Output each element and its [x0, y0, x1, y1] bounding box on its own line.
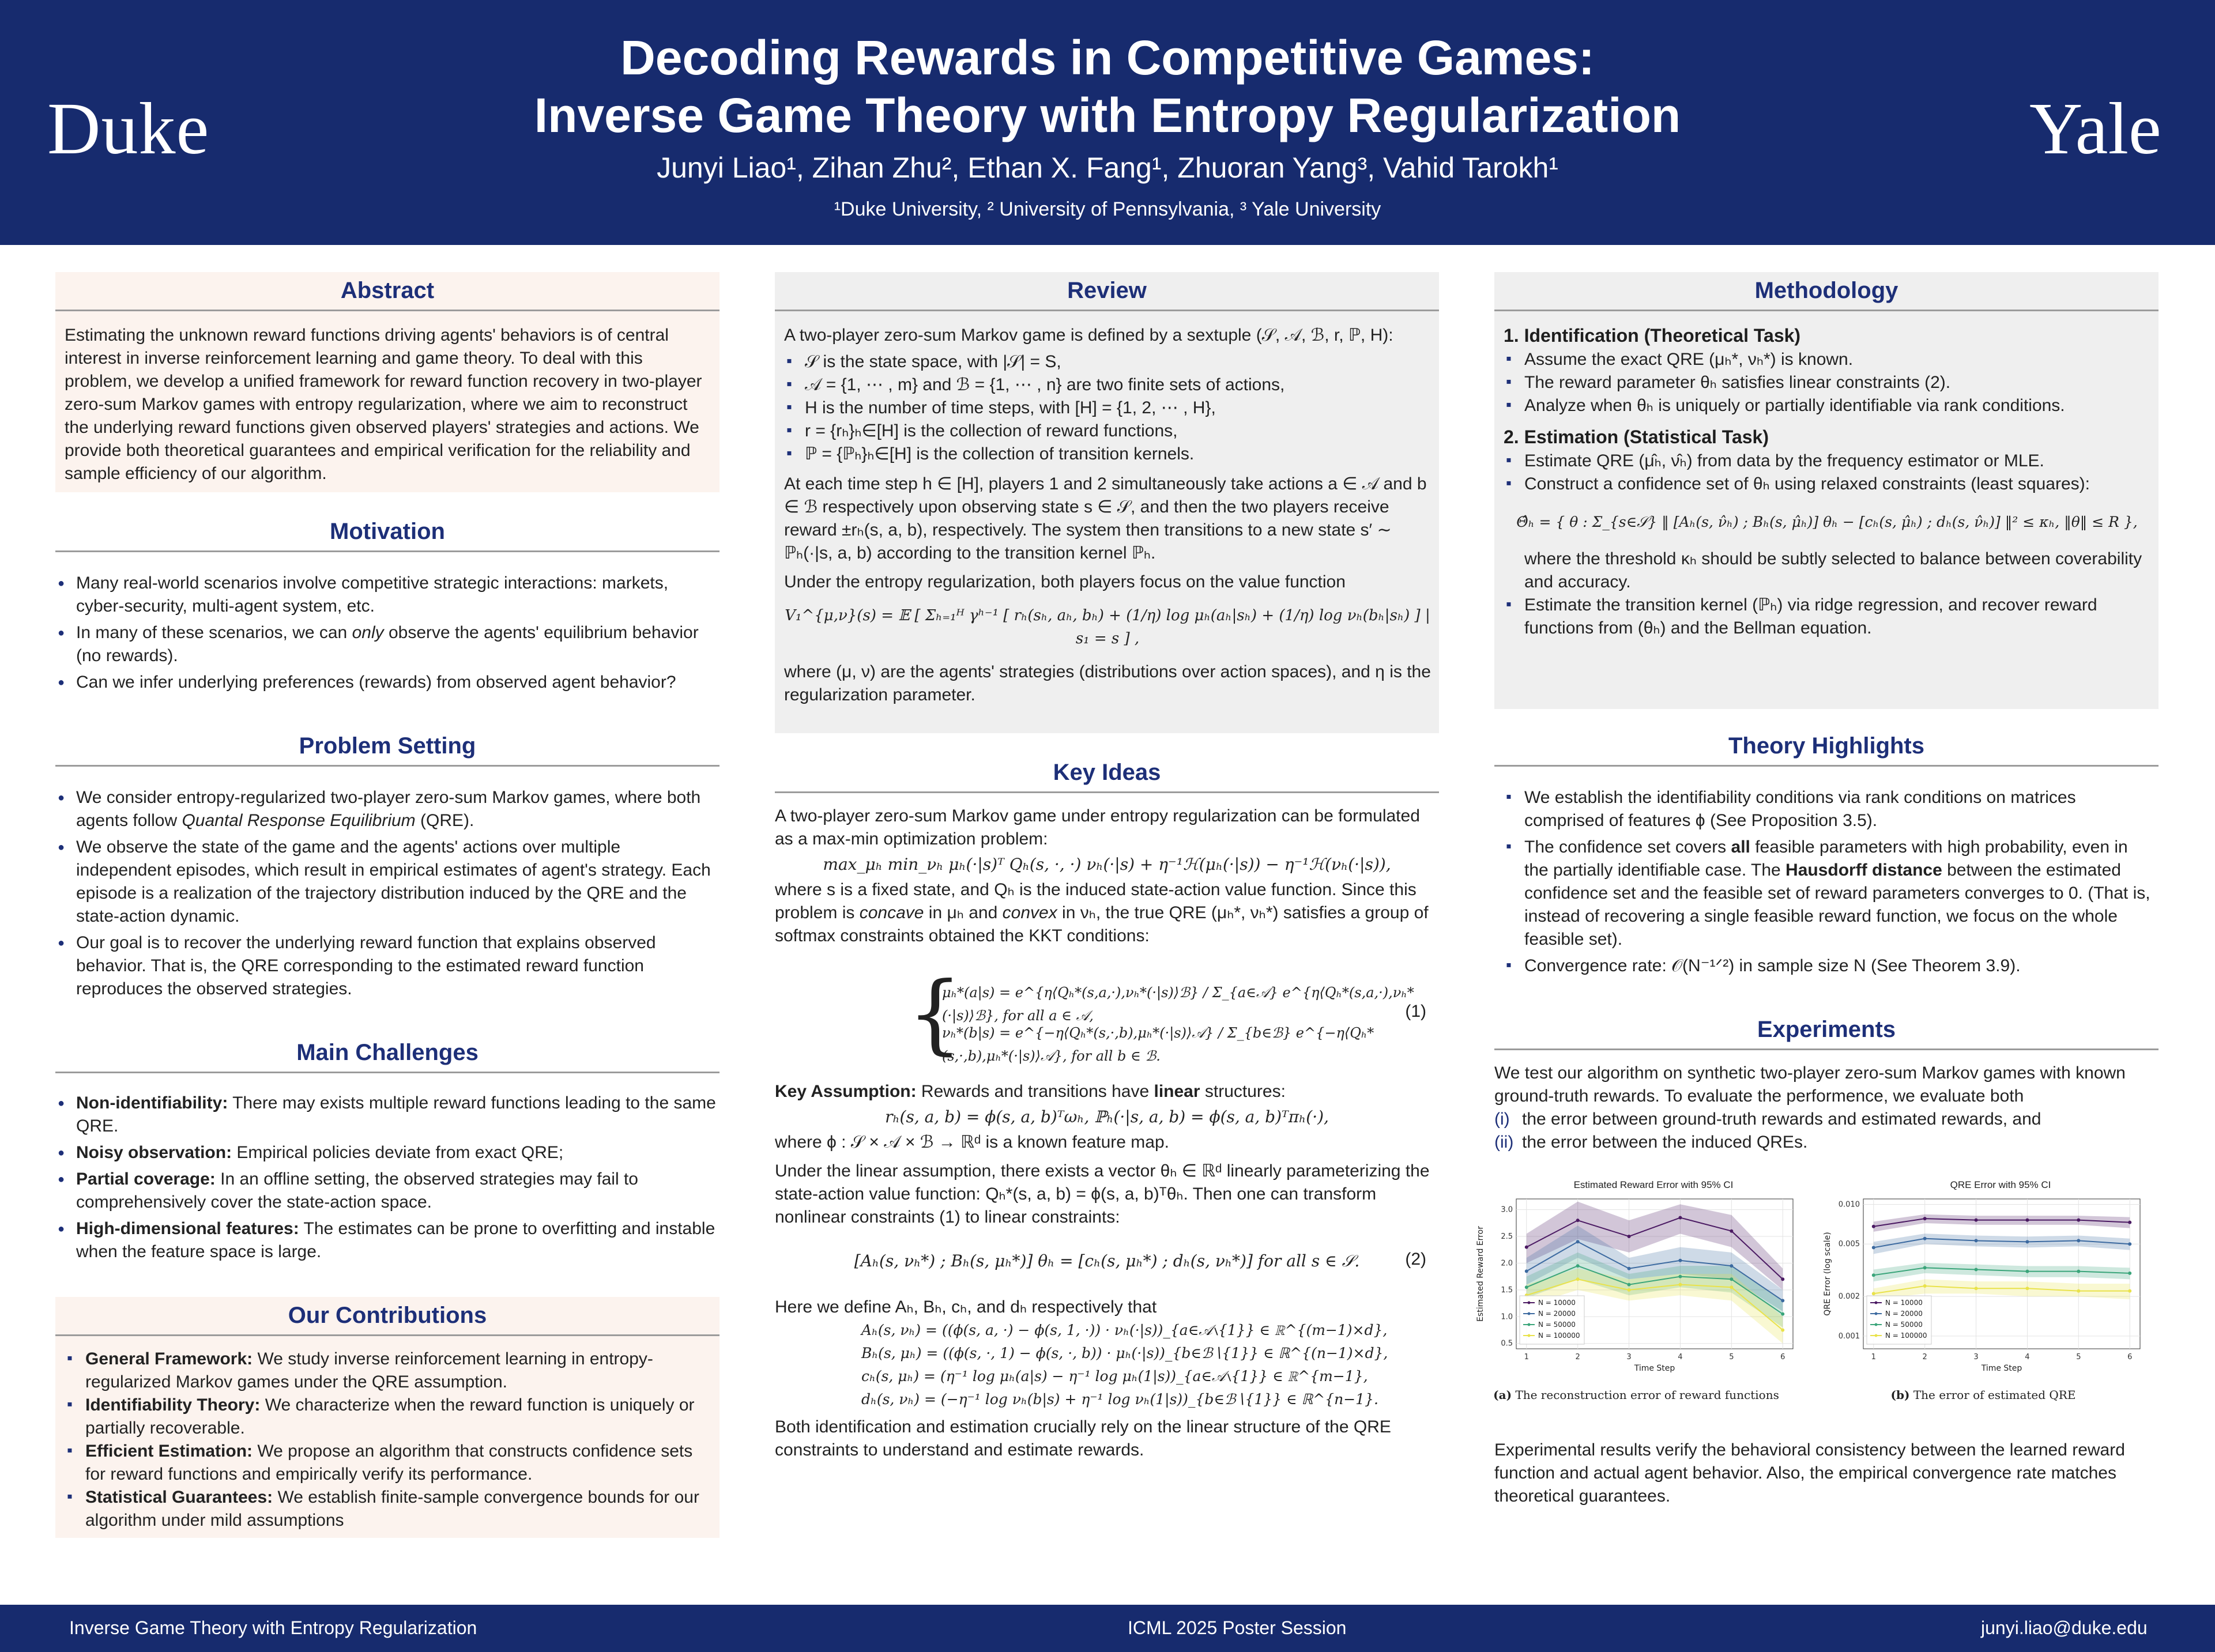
- footer-email: junyi.liao@duke.edu: [1981, 1617, 2148, 1638]
- data-point: [1730, 1277, 1733, 1281]
- figure-caption-a: (a) The reconstruction error of reward functions: [1493, 1388, 1779, 1402]
- data-point: [1525, 1246, 1528, 1249]
- data-point: [2077, 1219, 2080, 1222]
- motivation-list: [55, 572, 718, 697]
- list-item: ▪ 𝒮 is the state space, with |𝒮| = S,: [784, 350, 1431, 374]
- data-point: [1923, 1237, 1927, 1240]
- x-tick-label: 6: [2127, 1353, 2133, 1361]
- list-item: (i) the error between ground-truth rewards and estimated rewards, and: [1494, 1110, 2041, 1129]
- data-point: [1923, 1284, 1927, 1288]
- key-ideas-conclusion: Both identification and estimation crucially rely on the linear structure of the QRE constraints to understand and estimate rewards.: [775, 1417, 1391, 1459]
- footer-title: Inverse Game Theory with Entropy Regularization: [69, 1617, 477, 1638]
- x-tick-label: 4: [1678, 1353, 1683, 1361]
- data-point: [2025, 1270, 2029, 1273]
- problem-setting-title: Problem Setting: [55, 733, 720, 767]
- y-tick-label: 0.5: [1501, 1339, 1513, 1348]
- list-item: ▪ Efficient Estimation: We propose an algorithm that constructs confidence sets for reward functions and empirically verify its performance.: [65, 1440, 716, 1486]
- data-point: [2077, 1270, 2080, 1273]
- def-A: Aₕ(s, νₕ) = ((ϕ(s, a, ·) − ϕ(s, 1, ·)) · νₕ(·|s))_{a∈𝒜∖{1}} ∈ ℝ^{(m−1)×d},: [861, 1322, 1388, 1338]
- x-tick-label: 3: [1973, 1353, 1979, 1361]
- affiliations: ¹Duke University, ² University of Pennsylvania, ³ Yale University: [834, 198, 1381, 220]
- chart-title: QRE Error with 95% CI: [1950, 1179, 2051, 1190]
- x-axis-label: Time Step: [1981, 1364, 2022, 1373]
- reward-error-plot: [1469, 1195, 1803, 1391]
- data-point: [1628, 1267, 1631, 1270]
- footer-venue: ICML 2025 Poster Session: [1128, 1617, 1347, 1638]
- data-point: [1678, 1283, 1682, 1287]
- maxmin-equation: max_μₕ min_νₕ μₕ(·|s)ᵀ Qₕ(s, ·, ·) νₕ(·|s) + η⁻¹ℋ(μₕ(·|s)) − η⁻¹ℋ(νₕ(·|s)),: [823, 855, 1391, 874]
- legend-marker: [1875, 1334, 1878, 1337]
- x-tick-label: 6: [1780, 1353, 1785, 1361]
- poster-title-line-1: Decoding Rewards in Competitive Games:: [620, 31, 1595, 85]
- poster-header: [0, 0, 2215, 245]
- challenges-list: [55, 1092, 718, 1267]
- key-assumption: Key Assumption: Rewards and transitions have linear structures:: [775, 1082, 1286, 1101]
- yale-logo: Yale: [2029, 88, 2161, 169]
- key-ideas-kkt-text: where s is a fixed state, and Qₕ is the induced state-action value function. Since this problem is concave in μₕ and convex in νₕ, the true QRE (μₕ*, νₕ*) satisfies a group of softmax constraints obtained the KKT conditions:: [775, 880, 1429, 945]
- data-point: [1781, 1312, 1784, 1316]
- list-item: ● Noisy observation: Empirical policies deviate from exact QRE;: [55, 1141, 718, 1164]
- experiments-conclusion: Experimental results verify the behavioral consistency between the learned reward function and actual agent behavior. Also, the empirical convergence rate matches theoretical guarantees.: [1494, 1440, 2125, 1506]
- review-value-intro: Under the entropy regularization, both players focus on the value function: [784, 572, 1346, 591]
- motivation-title: Motivation: [55, 519, 720, 552]
- list-item: ▪ Assume the exact QRE (μₕ*, νₕ*) is known.: [1504, 348, 2150, 371]
- y-tick-label: 2.5: [1501, 1232, 1513, 1241]
- x-tick-label: 2: [1575, 1353, 1580, 1361]
- data-point: [1730, 1264, 1733, 1268]
- legend-label: N = 20000: [1885, 1310, 1923, 1318]
- chart-title: Estimated Reward Error with 95% CI: [1573, 1179, 1734, 1190]
- x-tick-label: 1: [1871, 1353, 1876, 1361]
- list-item: ▪ We establish the identifiability conditions via rank conditions on matrices comprised of features ϕ (See Proposition 3.5).: [1504, 786, 2155, 832]
- list-item: ▪ Statistical Guarantees: We establish finite-sample convergence bounds for our algorithm under mild assumptions: [65, 1486, 716, 1532]
- linear-constraint-block: [775, 1232, 1439, 1292]
- list-item: ● Many real-world scenarios involve competitive strategic interactions: markets, cyber-security, multi-agent system, etc.: [55, 572, 718, 618]
- list-item: ▪ Convergence rate: 𝒪(N⁻¹ᐟ²) in sample size N (See Theorem 3.9).: [1504, 955, 2155, 978]
- data-point: [2128, 1221, 2131, 1224]
- data-point: [1781, 1329, 1784, 1332]
- kkt-mu-equation: μₕ*(a|s) = e^{η⟨Qₕ*(s,a,·),νₕ*(·|s)⟩ℬ} / Σ_{a∈𝒜} e^{η⟨Qₕ*(s,a,·),νₕ*(·|s)⟩ℬ}, for all a ∈ 𝒜,: [942, 985, 1414, 1024]
- legend-marker: [1528, 1334, 1531, 1337]
- data-point: [1975, 1219, 1978, 1222]
- y-tick-label: 1.0: [1501, 1312, 1513, 1322]
- key-ideas-title: Key Ideas: [775, 760, 1439, 793]
- list-item: ▪ r = {rₕ}ₕ∈[H] is the collection of reward functions,: [784, 420, 1431, 443]
- definitions-intro: Here we define Aₕ, Bₕ, cₕ, and dₕ respectively that: [775, 1298, 1157, 1317]
- data-point: [1525, 1285, 1528, 1289]
- problem-setting-list: [55, 786, 718, 1004]
- data-point: [1576, 1219, 1580, 1222]
- list-item: ▪ ℙ = {ℙₕ}ₕ∈[H] is the collection of transition kernels.: [784, 443, 1431, 466]
- list-item: ▪ 𝒜 = {1, ⋯ , m} and ℬ = {1, ⋯ , n} are two finite sets of actions,: [784, 374, 1431, 397]
- data-point: [2128, 1242, 2131, 1246]
- data-point: [1872, 1225, 1875, 1228]
- legend-label: N = 100000: [1885, 1332, 1927, 1340]
- y-tick-label: 0.002: [1838, 1292, 1860, 1302]
- methodology-title: Methodology: [1494, 278, 2159, 311]
- data-point: [2025, 1219, 2029, 1222]
- data-point: [2128, 1272, 2131, 1275]
- data-point: [2128, 1289, 2131, 1293]
- key-ideas-intro: A two-player zero-sum Markov game under entropy regularization can be formulated as a max-min optimization problem:: [775, 806, 1420, 848]
- review-intro: A two-player zero-sum Markov game is defined by a sextuple (𝒮, 𝒜, ℬ, r, ℙ, H):: [784, 326, 1393, 345]
- definitions-block: [775, 1319, 1439, 1411]
- y-tick-label: 2.0: [1501, 1259, 1513, 1268]
- left-brace: {: [907, 964, 963, 1064]
- data-point: [1576, 1264, 1580, 1268]
- data-point: [1730, 1229, 1733, 1233]
- list-item: ▪ The confidence set covers all feasible parameters with high probability, even in the partially identifiable case. The Hausdorff distance between the estimated confidence set and the feasible set of reward parameters converges to 0. (That is, instead of recovering a single feasible reward function, we focus on the whole feasible set).: [1504, 836, 2155, 951]
- theory-list: [1504, 786, 2155, 981]
- list-item: ▪ H is the number of time steps, with [H] = {1, 2, ⋯ , H},: [784, 397, 1431, 420]
- figure-caption-b: (b) The error of estimated QRE: [1890, 1388, 2076, 1402]
- data-point: [2077, 1239, 2080, 1242]
- duke-logo: Duke: [47, 88, 210, 169]
- data-point: [1678, 1275, 1682, 1278]
- y-tick-label: 0.010: [1838, 1200, 1860, 1209]
- list-item: (ii) the error between the induced QREs.: [1494, 1133, 1808, 1152]
- equation-number-2: (2): [1405, 1250, 1426, 1269]
- def-B: Bₕ(s, μₕ) = ((ϕ(s, ·, 1) − ϕ(s, ·, b)) · μₕ(·|s))_{b∈ℬ∖{1}} ∈ ℝ^{(n−1)×d},: [861, 1345, 1388, 1361]
- y-tick-label: 3.0: [1501, 1205, 1513, 1215]
- theory-title: Theory Highlights: [1494, 733, 2159, 767]
- contributions-list: [65, 1348, 716, 1532]
- qre-error-plot: [1816, 1195, 2150, 1391]
- reward-error-chart: [1469, 1179, 1803, 1393]
- data-point: [1923, 1217, 1927, 1220]
- list-item: ▪ Estimate the transition kernel (ℙₕ) via ridge regression, and recover reward functions from (θₕ) and the Bellman equation.: [1504, 594, 2150, 640]
- data-point: [1678, 1216, 1682, 1220]
- equation-number-1: (1): [1405, 1002, 1426, 1021]
- threshold-text: where the threshold κₕ should be subtly selected to balance between coverability and accuracy.: [1524, 549, 2142, 591]
- legend-label: N = 10000: [1885, 1299, 1923, 1307]
- review-dynamics: At each time step h ∈ [H], players 1 and 2 simultaneously take actions a ∈ 𝒜 and b ∈ ℬ respectively upon observing state s ∈ 𝒮, and then the two players receive reward ±rₕ(s, a, b), respectively. The system then transitions to a new state s′ ∼ ℙₕ(·|s, a, b) according to the transition kernel ℙₕ.: [784, 474, 1427, 563]
- data-point: [1576, 1277, 1580, 1281]
- legend-label: N = 100000: [1538, 1332, 1580, 1340]
- data-point: [2077, 1289, 2080, 1293]
- experiments-intro: We test our algorithm on synthetic two-player zero-sum Markov games with known ground-truth rewards. To evaluate the performence, we evaluate both: [1494, 1063, 2126, 1106]
- y-tick-label: 0.005: [1838, 1240, 1860, 1249]
- legend-marker: [1528, 1312, 1531, 1315]
- data-point: [1678, 1259, 1682, 1262]
- list-item: ▪ Identifiability Theory: We characterize when the reward function is uniquely or partially recoverable.: [65, 1394, 716, 1440]
- data-point: [1781, 1299, 1784, 1302]
- y-axis-label: Estimated Reward Error: [1476, 1226, 1485, 1322]
- data-point: [1628, 1235, 1631, 1238]
- data-point: [1872, 1273, 1875, 1277]
- list-item: ▪ General Framework: We study inverse reinforcement learning in entropy-regularized Markov games under the QRE assumption.: [65, 1348, 716, 1394]
- data-point: [1781, 1277, 1784, 1281]
- legend-label: N = 20000: [1538, 1310, 1576, 1318]
- kkt-nu-equation: νₕ*(b|s) = e^{−η⟨Qₕ*(s,·,b),μₕ*(·|s)⟩𝒜} / Σ_{b∈ℬ} e^{−η⟨Qₕ*(s,·,b),μₕ*(·|s)⟩𝒜}, for all b ∈ ℬ.: [942, 1025, 1374, 1064]
- data-point: [1975, 1239, 1978, 1242]
- list-item: ▪ Construct a confidence set of θₕ using relaxed constraints (least squares):: [1504, 473, 2150, 496]
- x-tick-label: 4: [2025, 1353, 2030, 1361]
- data-point: [1872, 1292, 1875, 1295]
- authors: Junyi Liao¹, Zihan Zhu², Ethan X. Fang¹, Zhuoran Yang³, Vahid Tarokh¹: [657, 152, 1558, 184]
- list-item: ● We consider entropy-regularized two-player zero-sum Markov games, where both agents follow Quantal Response Equilibrium (QRE).: [55, 786, 718, 832]
- abstract-title: Abstract: [55, 278, 720, 311]
- y-axis-label: QRE Error (log scale): [1823, 1232, 1832, 1316]
- linear-structure-equation: rₕ(s, a, b) = ϕ(s, a, b)ᵀωₕ, ℙₕ(·|s, a, b) = ϕ(s, a, b)ᵀπₕ(·),: [885, 1107, 1329, 1126]
- experiments-title: Experiments: [1494, 1017, 2159, 1050]
- experiments-intro-block: [1494, 1062, 2159, 1154]
- data-point: [1628, 1288, 1631, 1292]
- data-point: [1628, 1283, 1631, 1287]
- data-point: [1730, 1285, 1733, 1289]
- x-tick-label: 1: [1524, 1353, 1529, 1361]
- list-item: ▪ The reward parameter θₕ satisfies linear constraints (2).: [1504, 371, 2150, 394]
- legend-marker: [1875, 1323, 1878, 1326]
- poster-footer: [0, 1605, 2215, 1652]
- list-item: ▪ Analyze when θₕ is uniquely or partially identifiable via rank conditions.: [1504, 394, 2150, 417]
- data-point: [1525, 1269, 1528, 1273]
- poster-title-line-2: Inverse Game Theory with Entropy Regularization: [534, 88, 1681, 142]
- x-tick-label: 5: [1729, 1353, 1734, 1361]
- def-d: dₕ(s, νₕ) = (−η⁻¹ log νₕ(b|s) + η⁻¹ log νₕ(1|s))_{b∈ℬ∖{1}} ∈ ℝ^{n−1}.: [861, 1391, 1378, 1408]
- review-strategies: where (μ, ν) are the agents' strategies (distributions over action spaces), and η is the regularization parameter.: [784, 662, 1431, 704]
- kkt-equation-block: [775, 964, 1439, 1064]
- list-item: ● In many of these scenarios, we can only observe the agents' equilibrium behavior (no rewards).: [55, 621, 718, 667]
- value-function-equation: V₁^{μ,ν}(s) = 𝔼 [ Σₕ₌₁ᴴ γʰ⁻¹ [ rₕ(sₕ, aₕ, bₕ) + (1/η) log μₕ(aₕ|sₕ) + (1/η) log νₕ(bₕ|sₕ) ] | s₁ = s ] ,: [785, 607, 1430, 647]
- x-tick-label: 2: [1922, 1353, 1927, 1361]
- y-tick-label: 1.5: [1501, 1285, 1513, 1295]
- x-tick-label: 3: [1626, 1353, 1632, 1361]
- list-item: ▪ Estimate QRE (μ̂ₕ, ν̂ₕ) from data by the frequency estimator or MLE.: [1504, 450, 2150, 473]
- data-point: [2025, 1240, 2029, 1243]
- legend-marker: [1528, 1302, 1531, 1304]
- legend-label: N = 50000: [1538, 1321, 1576, 1329]
- x-tick-label: 5: [2076, 1353, 2081, 1361]
- list-item: ● Partial coverage: In an offline setting, the observed strategies may fail to comprehensively cover the state-action space.: [55, 1168, 718, 1214]
- legend-marker: [1528, 1323, 1531, 1326]
- x-axis-label: Time Step: [1634, 1364, 1675, 1373]
- review-content: [784, 324, 1431, 707]
- identification-heading: 1. Identification (Theoretical Task): [1504, 325, 1801, 346]
- list-item: ● High-dimensional features: The estimates can be prone to overfitting and instable when the feature space is large.: [55, 1217, 718, 1263]
- linear-param-text: Under the linear assumption, there exists a vector θₕ ∈ ℝᵈ linearly parameterizing the state-action value function: Qₕ*(s, a, b) = ϕ(s, a, b)ᵀθₕ. Then one can transform nonlinear constraints (1) to linear constraints:: [775, 1161, 1430, 1227]
- data-point: [1975, 1287, 1978, 1290]
- def-c: cₕ(s, μₕ) = (η⁻¹ log μₕ(a|s) − η⁻¹ log μₕ(1|s))_{a∈𝒜∖{1}} ∈ ℝ^{m−1},: [861, 1368, 1368, 1385]
- legend-marker: [1875, 1312, 1878, 1315]
- estimation-heading: 2. Estimation (Statistical Task): [1504, 427, 1769, 447]
- qre-error-chart: [1816, 1179, 2150, 1393]
- data-point: [2025, 1287, 2029, 1290]
- legend-marker: [1875, 1302, 1878, 1304]
- challenges-title: Main Challenges: [55, 1040, 720, 1073]
- data-point: [1923, 1266, 1927, 1269]
- data-point: [1576, 1240, 1580, 1243]
- legend-label: N = 10000: [1538, 1299, 1576, 1307]
- list-item: ● Can we infer underlying preferences (rewards) from observed agent behavior?: [55, 671, 718, 694]
- methodology-content: [1504, 323, 2150, 640]
- legend-label: N = 50000: [1885, 1321, 1923, 1329]
- confidence-set-equation: Θ̂ₕ = { θ : Σ_{s∈𝒮} ‖ [Aₕ(s, ν̂ₕ) ; Bₕ(s, μ̂ₕ)] θₕ − [cₕ(s, μ̂ₕ) ; dₕ(s, ν̂ₕ)] ‖² ≤ κₕ, ‖θ‖ ≤ R },: [1516, 514, 2138, 530]
- feature-map-text: where ϕ : 𝒮 × 𝒜 × ℬ → ℝᵈ is a known feature map.: [775, 1133, 1170, 1152]
- abstract-text: Estimating the unknown reward functions driving agents' behaviors is of central interest in inverse reinforcement learning and game theory. To deal with this problem, we develop a unified framework for reward function recovery in two-player zero-sum Markov games with entropy regularization, where we aim to reconstruct the underlying reward functions given observed players' strategies and actions. We provide both theoretical guarantees and empirical verification for the reliability and sample efficiency of our algorithm.: [65, 326, 702, 483]
- review-title: Review: [775, 278, 1439, 311]
- data-point: [1975, 1268, 1978, 1271]
- linear-constraint-equation: [Aₕ(s, νₕ*) ; Bₕ(s, μₕ*)] θₕ = [cₕ(s, μₕ*) ; dₕ(s, νₕ*)] for all s ∈ 𝒮.: [854, 1251, 1360, 1270]
- key-ideas-content: [775, 805, 1439, 1462]
- list-item: ● Non-identifiability: There may exists multiple reward functions leading to the same QRE.: [55, 1092, 718, 1138]
- contributions-title: Our Contributions: [55, 1303, 720, 1336]
- data-point: [1872, 1246, 1875, 1249]
- y-tick-label: 0.001: [1838, 1332, 1860, 1341]
- list-item: ● Our goal is to recover the underlying reward function that explains observed behavior. That is, the QRE corresponding to the estimated reward function reproduces the observed strategies.: [55, 931, 718, 1001]
- list-item: ● We observe the state of the game and the agents' actions over multiple independent episodes, which result in empirical estimates of agent's strategy. Each episode is a realization of the trajectory distribution induced by the QRE and the state-action dynamic.: [55, 836, 718, 928]
